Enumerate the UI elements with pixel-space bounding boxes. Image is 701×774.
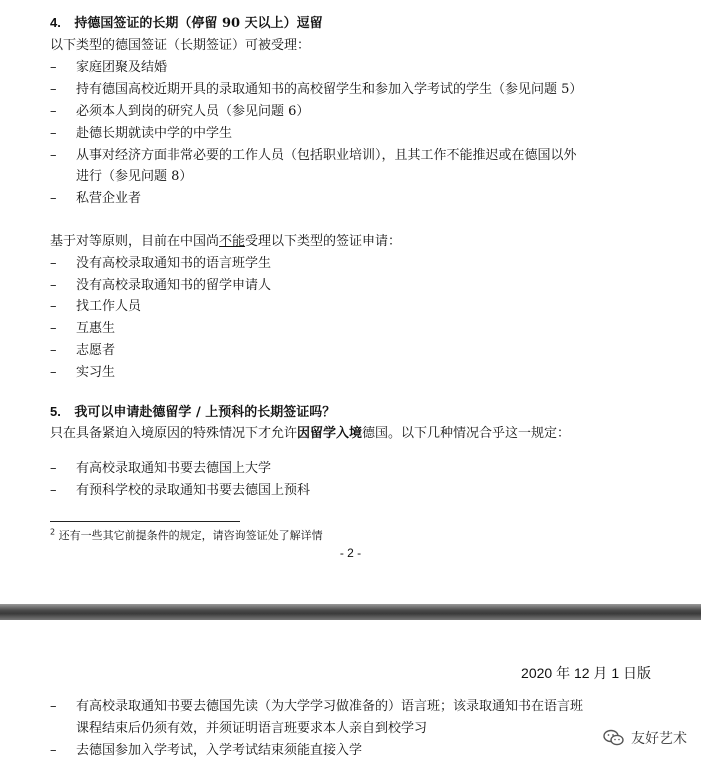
list-item: – 去德国参加入学考试，入学考试结束须能直接入学 bbox=[50, 743, 363, 758]
list-item: – 志愿者 bbox=[50, 343, 116, 358]
section-4-title: 持德国签证的长期（停留 90 天以上）逗留 bbox=[74, 16, 323, 31]
list-item: – 持有德国高校近期开具的录取通知书的高校留学生和参加入学考试的学生（参见问题 5） bbox=[50, 82, 583, 97]
watermark bbox=[603, 728, 687, 748]
section-5-intro: 只在具备紧迫入境原因的特殊情况下才允许因留学入境德国。以下几种情况合乎这一规定： bbox=[50, 426, 571, 441]
footnote: $^2$ 还有一些其它前提条件的规定，请咨询签证处了解详情 bbox=[50, 527, 323, 542]
section-4-intro: 以下类型的德国签证（长期签证）可被受理： bbox=[50, 38, 311, 53]
wechat-icon bbox=[603, 729, 625, 747]
list-item: – 有预科学校的录取通知书要去德国上预科 bbox=[50, 483, 311, 498]
list-item: – 从事对经济方面非常必要的工作人员（包括职业培训），且其工作不能推迟或在德国以外 bbox=[50, 148, 577, 163]
list-item: – 实习生 bbox=[50, 365, 116, 380]
version-date: 2020 年 12 月 1 日版 bbox=[521, 665, 651, 681]
section-5-title: 我可以申请赴德留学 / 上预科的长期签证吗？ bbox=[74, 405, 336, 420]
reciprocity-paragraph: 基于对等原则，目前在中国尚不能受理以下类型的签证申请： bbox=[50, 234, 402, 249]
list-item: – 没有高校录取通知书的语言班学生 bbox=[50, 256, 272, 271]
list-item: – 找工作人员 bbox=[50, 299, 142, 314]
document-page-3 bbox=[0, 620, 701, 774]
section-5-heading bbox=[50, 403, 335, 422]
list-item: – 家庭团聚及结婚 bbox=[50, 60, 168, 75]
section-5-number: 5. bbox=[50, 404, 61, 419]
list-item: – 有高校录取通知书要去德国先读（为大学学习做准备的）语言班；该录取通知书在语言班 bbox=[50, 699, 584, 714]
footnote-mark: 2 bbox=[50, 527, 56, 537]
list-item-continuation: 课程结束后仍须有效，并须证明语言班要求本人亲自到校学习 bbox=[76, 721, 428, 736]
page-number: - 2 - bbox=[339, 546, 362, 560]
list-item: – 赴德长期就读中学的中学生 bbox=[50, 126, 233, 141]
watermark-text: 友好艺术 bbox=[631, 731, 687, 747]
footnote-divider bbox=[50, 521, 240, 522]
list-item-continuation: 进行（参见问题 8） bbox=[76, 169, 193, 184]
page-separator bbox=[0, 604, 701, 620]
section-4-number: 4. bbox=[50, 15, 61, 30]
list-item: – 有高校录取通知书要去德国上大学 bbox=[50, 461, 272, 476]
list-item: – 必须本人到岗的研究人员（参见问题 6） bbox=[50, 104, 310, 119]
list-item: – 私营企业者 bbox=[50, 191, 142, 206]
section-4-heading bbox=[50, 14, 323, 33]
list-item: – 互惠生 bbox=[50, 321, 116, 336]
list-item: – 没有高校录取通知书的留学申请人 bbox=[50, 278, 272, 293]
